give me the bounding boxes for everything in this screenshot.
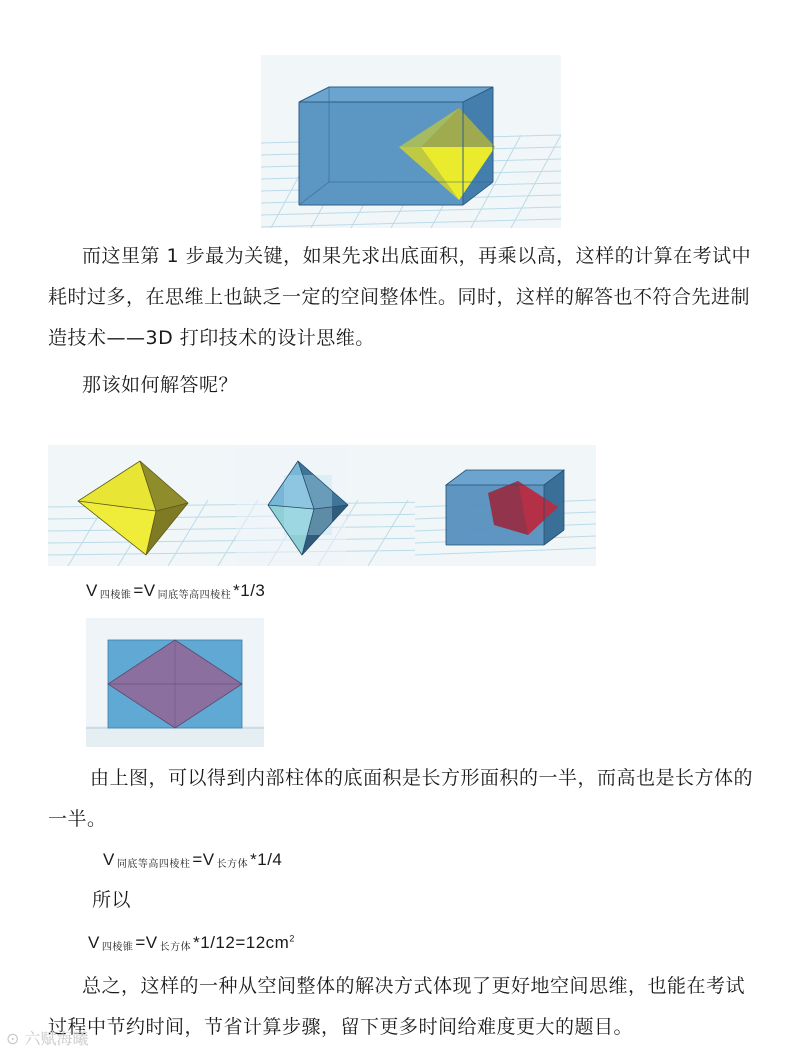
watermark-icon: ⊙ bbox=[6, 1029, 20, 1048]
watermark-text: 六赋海曦 bbox=[24, 1029, 89, 1048]
paragraph-question: 那该如何解答呢？ bbox=[82, 374, 239, 396]
formula-equals: =V bbox=[192, 850, 215, 869]
formula-result bbox=[88, 933, 295, 953]
paragraph-explanation: 由上图，可以得到内部柱体的底面积是长方形面积的一半，而高也是长方体的一半。 bbox=[48, 767, 754, 830]
formula-subscript: 同底等高四棱柱 bbox=[157, 590, 232, 601]
formula-equals: =V bbox=[135, 933, 158, 952]
formula-subscript: 四棱锥 bbox=[101, 942, 134, 953]
paragraph-conclusion: 总之，这样的一种从空间整体的解决方式体现了更好地空间思维，也能在考试过程中节约时间，节省计算步骤，留下更多时间给难度更大的题目。 bbox=[48, 975, 746, 1038]
formula-prism-ratio bbox=[103, 850, 282, 870]
formula-subscript: 长方体 bbox=[159, 942, 192, 953]
paragraph-therefore: 所以 bbox=[92, 889, 132, 911]
formula-subscript: 同底等高四棱柱 bbox=[116, 859, 191, 870]
figure-rhombus-front-view bbox=[86, 618, 264, 747]
watermark bbox=[6, 1026, 89, 1049]
formula-tail: *1/4 bbox=[250, 850, 283, 869]
figure-strip bbox=[48, 445, 596, 566]
formula-symbol: V bbox=[88, 933, 100, 952]
formula-tail: *1/3 bbox=[233, 581, 266, 600]
paragraph-key-step: 而这里第 1 步最为关键，如果先求出底面积，再乘以高，这样的计算在考试中耗时过多，在思维上也缺乏一定的空间整体性。同时，这样的解答也不符合先进制造技术——3D 打印技术的设计思维。 bbox=[48, 245, 752, 349]
formula-equals: =V bbox=[133, 581, 156, 600]
formula-superscript: 2 bbox=[289, 933, 295, 944]
formula-subscript: 长方体 bbox=[216, 859, 249, 870]
formula-symbol: V bbox=[103, 850, 115, 869]
figure-box-octahedron bbox=[261, 55, 561, 228]
formula-pyramid-ratio bbox=[86, 581, 265, 601]
formula-subscript: 四棱锥 bbox=[99, 590, 132, 601]
formula-symbol: V bbox=[86, 581, 98, 600]
formula-tail: *1/12=12cm bbox=[193, 933, 290, 952]
